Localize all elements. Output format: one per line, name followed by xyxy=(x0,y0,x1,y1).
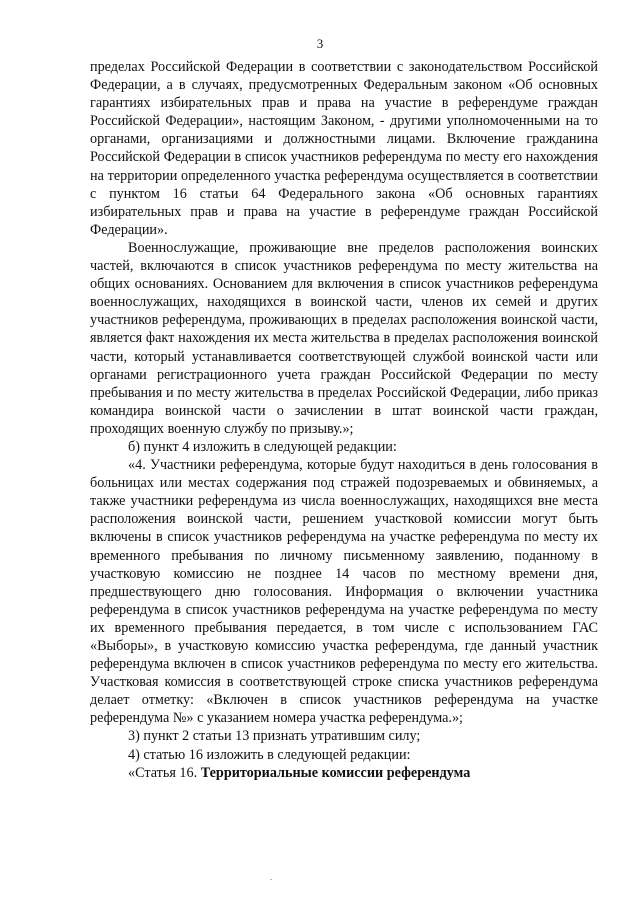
paragraph-subitem-b: б) пункт 4 изложить в следующей редакции: xyxy=(128,438,397,455)
body-text xyxy=(90,58,598,782)
article-heading xyxy=(90,764,598,782)
paragraph-item-4: «4. Участники референдума, которые будут находиться в день голосования в больницах или местах содержания под стражей подозреваемых и обвиняемых, а также участники референдума из числа военнослужащих, находящихся вне места расположения воинской части, решением участковой комиссии могут быть включены в список участников референдума на участке референдума по месту их временного пребывания по личному письменному заявлению, поданному в участковую комиссию не позднее 14 часов по местному времени дня, предшествующего дню голосования. Информация о включении участника референдума в список участников референдума на участке референдума по месту их временного пребывания передается, в том числе с использованием ГАС «Выборы», в участковую комиссию участка референдума, где данный участник референдума включен в список участников референдума по месту его жительства. Участковая комиссия в соответствующей строке списка участников референдума делает отметку: «Включен в список участников референдума на участке референдума №» с указанием номера участка референдума.»; xyxy=(90,457,598,727)
page-number: 3 xyxy=(316,36,324,51)
article-heading-title: Территориальные комиссии референдума xyxy=(200,764,471,781)
paragraph-item-3: 3) пункт 2 статьи 13 признать утратившим силу; xyxy=(128,728,421,745)
paragraph-continuation: пределах Российской Федерации в соответствии с законодательством Российской Федерации, а в случаях, предусмотренных Федеральным законом «Об основных гарантиях избирательных прав и права на участие в референдуме граждан Российской Федерации», настоящим Законом, - другими уполномоченными на то органами, организациями и должностными лицами. Включение гражданина Российской Федерации в список участников референдума по месту его нахождения на территории определенного участка референдума осуществляется в соответствии с пунктом 16 статьи 64 Федерального закона «Об основных гарантиях избирательных прав и права на участие в референдуме граждан Российской Федерации». xyxy=(90,59,598,238)
article-heading-prefix: «Статья 16. xyxy=(128,764,201,781)
paragraph-military: Военнослужащие, проживающие вне пределов расположения воинских частей, включаются в список участников референдума по месту жительства на общих основаниях. Основанием для включения в список участников референдума военнослужащих, находящихся в воинской части, членов их семей и других участников референдума, проживающих в пределах расположения воинской части, является факт нахождения их места жительства в пределах расположения воинской части, который устанавливается соответствующей службой воинской части или органами регистрационного учета граждан Российской Федерации по месту пребывания и по месту жительства в пределах Российской Федерации, либо приказ командира воинской части о зачислении в штат воинской части граждан, проходящих военную службу по призыву.»; xyxy=(90,239,598,437)
paragraph-item-4-article: 4) статью 16 изложить в следующей редакции: xyxy=(128,746,411,763)
scan-speck xyxy=(270,879,272,880)
